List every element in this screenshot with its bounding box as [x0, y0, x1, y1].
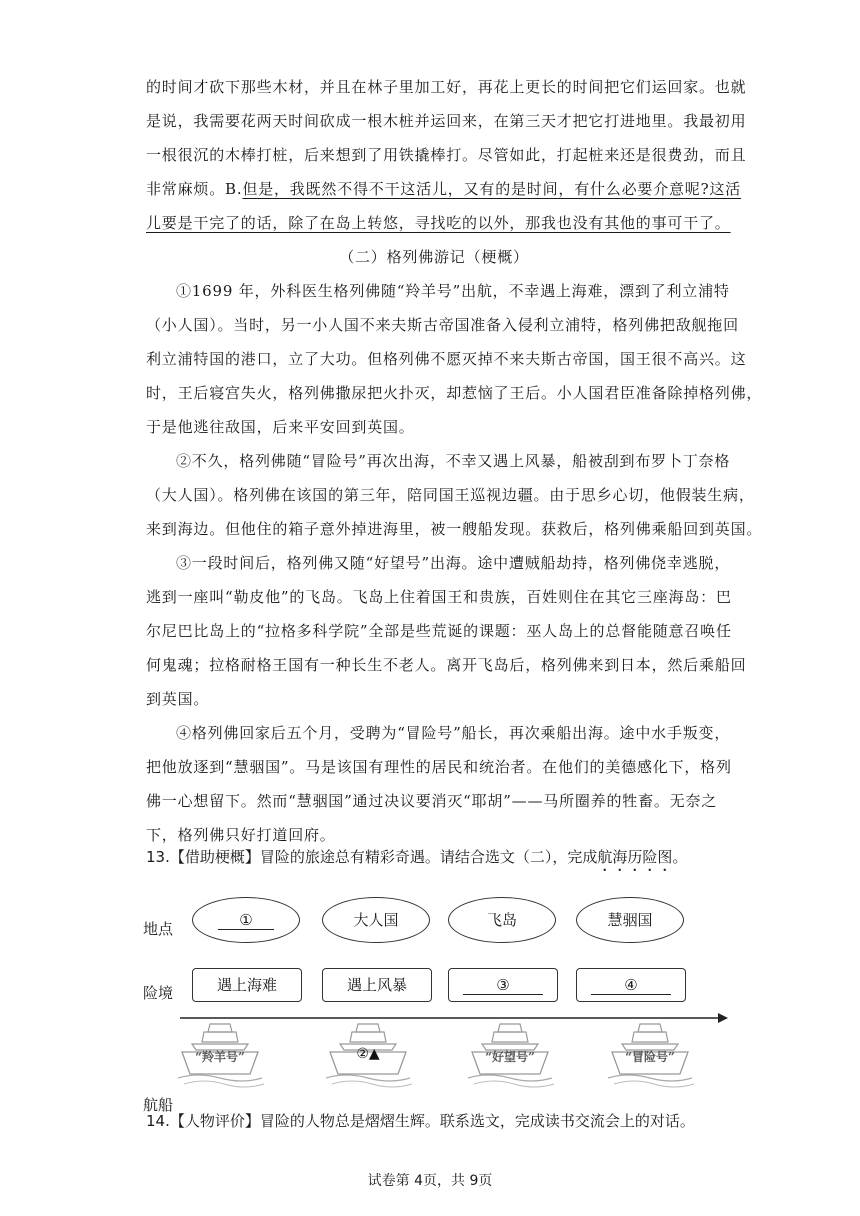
summary-paragraph-1 [146, 274, 763, 444]
danger-box-1: 遇上海难 [192, 968, 302, 1002]
summary-paragraph-4 [146, 716, 732, 852]
text-line: 逃到一座叫“勒皮他”的飞岛。飞岛上住着国王和贵族，百姓则住在其它三座海岛：巴 [146, 588, 732, 606]
summary-paragraph-3 [146, 546, 747, 716]
text-line: ②不久，格列佛随“冒险号”再次出海，不幸又遇上风暴，船被刮到布罗卜丁奈格 [176, 452, 731, 470]
text-line: ①1699 年，外科医生格列佛随“羚羊号”出航，不幸遇上海难，漂到了利立浦特 [176, 282, 730, 300]
place-ellipse-1[interactable] [192, 897, 300, 943]
text-line: ③一段时间后，格列佛又随“好望号”出海。途中遭贼船劫持，格列佛侥幸逃脱， [176, 554, 731, 572]
passage-paragraph-robinson [146, 70, 747, 240]
text-line: 时，王后寝宫失火，格列佛撒尿把火扑灭，却惹恼了王后。小人国君臣准备除掉格列佛， [146, 384, 763, 402]
place-blank-1: ① [218, 911, 274, 930]
place-ellipse-2: 大人国 [322, 897, 430, 943]
text-line: 尔尼巴比岛上的“拉格多科学院”全部是些荒诞的课题：巫人岛上的总督能随意召唤任 [146, 622, 732, 640]
ship-1 [174, 1018, 266, 1088]
section-title: （二）格列佛游记（梗概） [339, 248, 529, 266]
text-line: 是说，我需要花两天时间砍成一根木桩并运回来，在第三天才把它打进地里。我最初用 [146, 112, 747, 130]
text-line: 来到海边。但他住的箱子意外掉进海里，被一艘船发现。获救后，格列佛乘船回到英国。 [146, 520, 763, 538]
text-line: 把他放逐到“慧骃国”。马是该国有理性的居民和统治者。在他们的美德感化下，格列 [146, 758, 732, 776]
text-line: （大人国）。格列佛在该国的第三年，陪同国王巡视边疆。由于思乡心切，他假装生病， [146, 486, 755, 504]
ship-label-4: “冒险号” [625, 1050, 675, 1064]
danger-box-4[interactable] [576, 968, 686, 1002]
page-footer: 试卷第 4页，共 9页 [367, 1173, 493, 1189]
underlined-sentence-b-cont: 儿要是干完了的话，除了在岛上转悠，寻找吃的以外，那我也没有其他的事可干了。 [146, 214, 731, 232]
question-14: 14.【人物评价】冒险的人物总是熠熠生辉。联系选文，完成读书交流会上的对话。 [146, 1112, 695, 1130]
row-label-ship: 航船 [143, 1096, 174, 1114]
danger-blank-4: ④ [591, 976, 671, 995]
place-ellipse-3: 飞岛 [448, 897, 556, 943]
ship-label-1: “羚羊号” [195, 1050, 245, 1064]
text-plain: 非常麻烦。B. [146, 180, 243, 198]
text-line: （小人国）。当时，另一小人国不来夫斯古帝国准备入侵利立浦特，格列佛把敌舰拖回 [146, 316, 739, 334]
text-line: 下，格列佛只好打道回府。 [146, 826, 336, 844]
summary-paragraph-2 [146, 444, 763, 546]
underlined-sentence-b: 但是，我既然不得不干这活儿，又有的是时间，有什么必要介意呢?这活 [242, 180, 742, 198]
ship-3 [464, 1018, 556, 1088]
ship-2 [322, 1018, 414, 1088]
question-13-text: 13.【借助梗概】冒险的旅途总有精彩奇遇。请结合选文（二），完成 [146, 848, 598, 866]
row-label-place: 地点 [143, 920, 174, 938]
danger-blank-3: ③ [463, 976, 543, 995]
text-line: 到英国。 [146, 690, 210, 708]
text-line: ④格列佛回家后五个月，受聘为“冒险号”船长，再次乘船出海。途中水手叛变， [176, 724, 731, 742]
danger-box-2: 遇上风暴 [322, 968, 432, 1002]
question-13-emphasis: 航海历险图 [597, 848, 673, 866]
question-13 [146, 842, 746, 875]
question-13-end: 。 [672, 848, 688, 866]
text-line [146, 172, 742, 206]
text-line: 佛一心想留下。然而“慧骃国”通过决议要消灭“耶胡”——马所圈养的牲畜。无奈之 [146, 792, 718, 810]
text-line: 利立浦特国的港口，立了大功。但格列佛不愿灭掉不来夫斯古帝国，国王很不高兴。这 [146, 350, 747, 368]
text-line: 何鬼魂；拉格耐格王国有一种长生不老人。离开飞岛后，格列佛来到日本，然后乘船回 [146, 656, 747, 674]
ship-label-3: “好望号” [485, 1050, 535, 1064]
ship-4 [604, 1018, 696, 1088]
ship-label-2[interactable]: ②▲ [356, 1046, 380, 1062]
text-line: 于是他逃往敌国，后来平安回到英国。 [146, 418, 415, 436]
place-ellipse-4: 慧骃国 [576, 897, 684, 943]
row-label-danger: 险境 [143, 984, 174, 1002]
text-line: 的时间才砍下那些木材，并且在林子里加工好，再花上更长的时间把它们运回家。也就 [146, 78, 747, 96]
danger-box-3[interactable] [448, 968, 558, 1002]
text-line: 一根很沉的木棒打桩，后来想到了用铁撬棒打。尽管如此，打起桩来还是很费劲，而且 [146, 146, 747, 164]
